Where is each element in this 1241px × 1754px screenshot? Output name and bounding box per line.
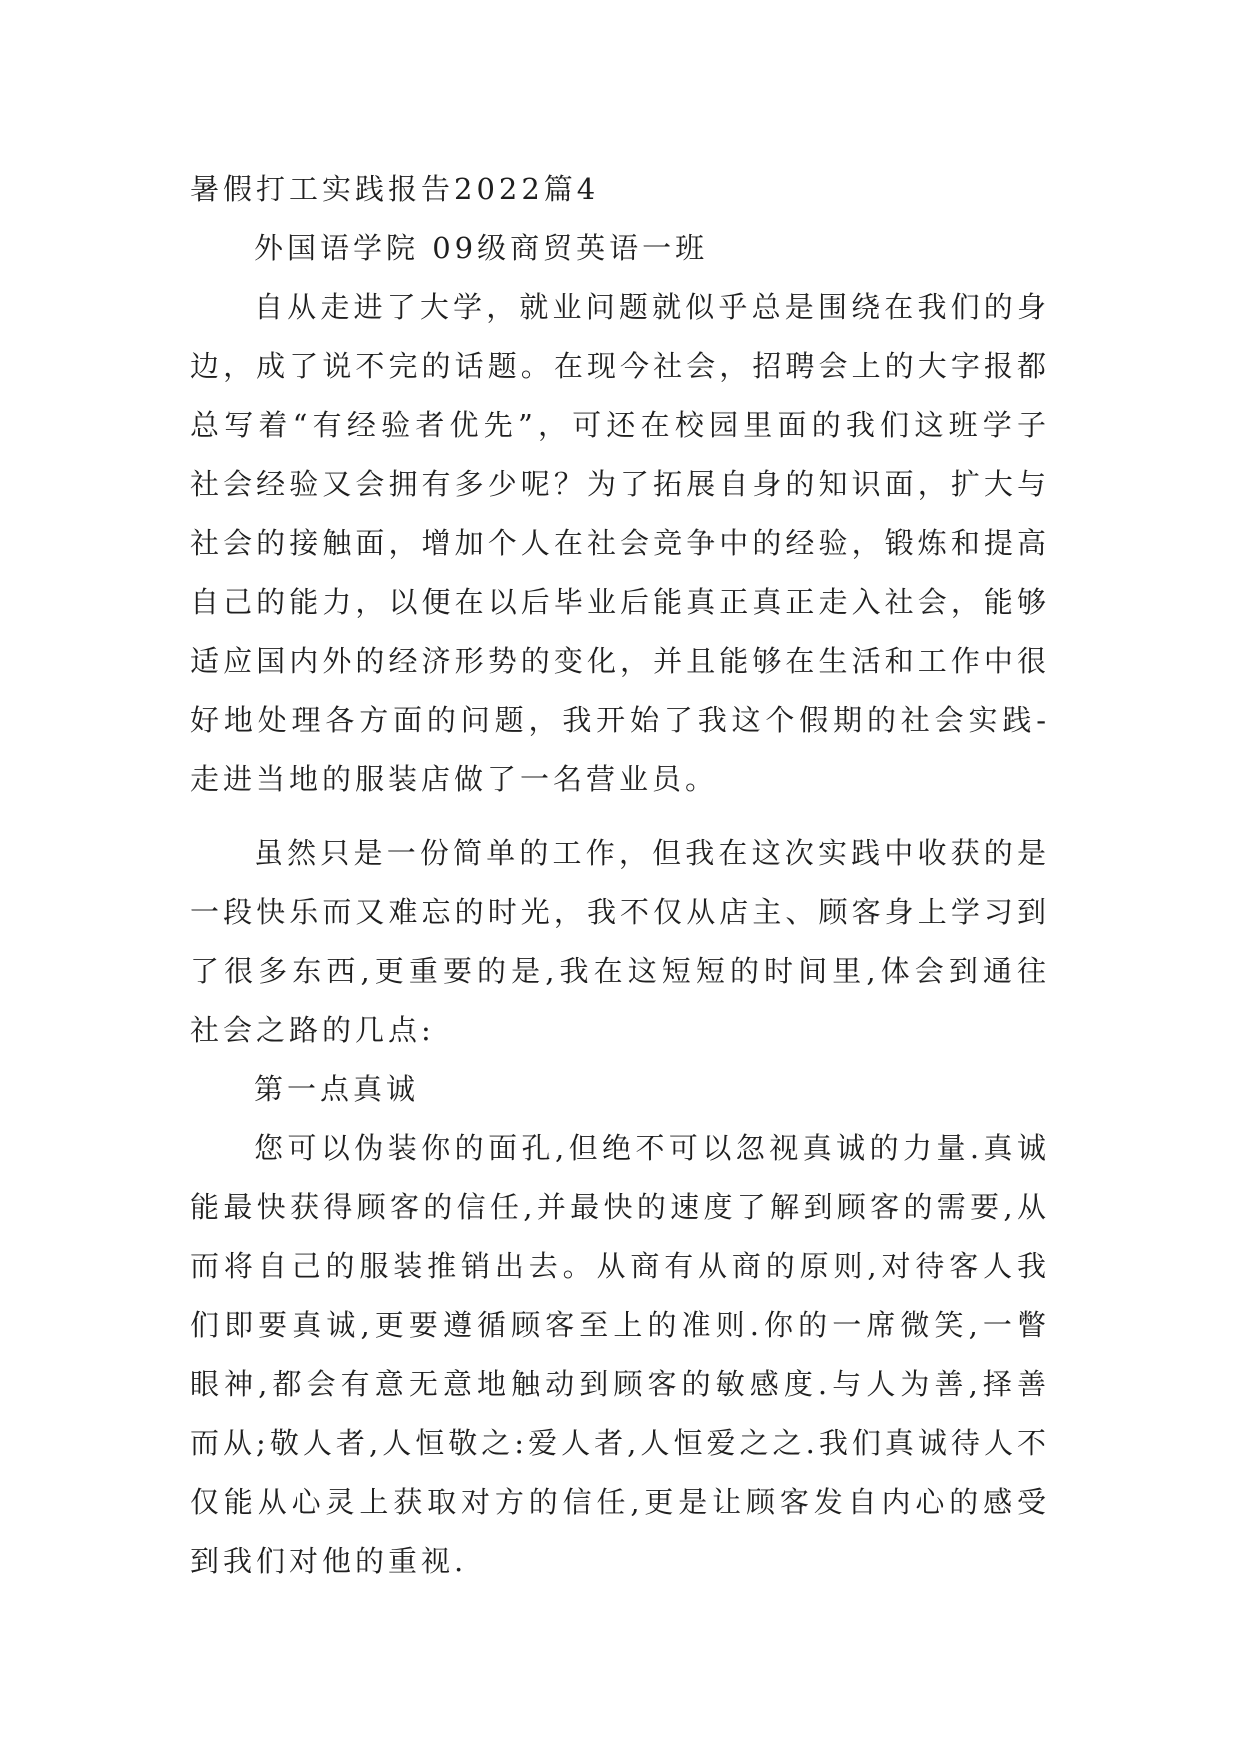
paragraph-intro: 自从走进了大学，就业问题就似乎总是围绕在我们的身边，成了说不完的话题。在现今社会，招聘会上的大字报都总写着“有经验者优先”，可还在校园里面的我们这班学子社会经验又会拥有多少呢？为了拓展自身的知识面，扩大与社会的接触面，增加个人在社会竞争中的经验，锻炼和提高自己的能力，以便在以后毕业后能真正真正走入社会，能够适应国内外的经济形势的变化，并且能够在生活和工作中很好地处理各方面的问题，我开始了我这个假期的社会实践-走进当地的服装店做了一名营业员。 <box>190 290 1050 796</box>
author-line: 外国语学院 09级商贸英语一班 <box>254 231 709 265</box>
paragraph-sincerity: 您可以伪装你的面孔,但绝不可以忽视真诚的力量.真诚能最快获得顾客的信任,并最快的速度了解到顾客的需要,从而将自己的服装推销出去。从商有从商的原则,对待客人我们即要真诚,更要遵循顾客至上的准则.你的一席微笑,一瞥眼神,都会有意无意地触动到顾客的敏感度.与人为善,择善而从;敬人者,人恒敬之:爱人者,人恒爱之之.我们真诚待人不仅能从心灵上获取对方的信任,更是让顾客发自内心的感受到我们对他的重视. <box>190 1131 1050 1578</box>
document-title: 暑假打工实践报告2022篇4 <box>190 172 600 206</box>
document-page <box>190 160 1050 1591</box>
section-heading: 第一点真诚 <box>254 1072 420 1106</box>
paragraph-gains: 虽然只是一份简单的工作，但我在这次实践中收获的是一段快乐而又难忘的时光，我不仅从店主、顾客身上学习到了很多东西,更重要的是,我在这短短的时间里,体会到通往社会之路的几点: <box>190 836 1050 1047</box>
